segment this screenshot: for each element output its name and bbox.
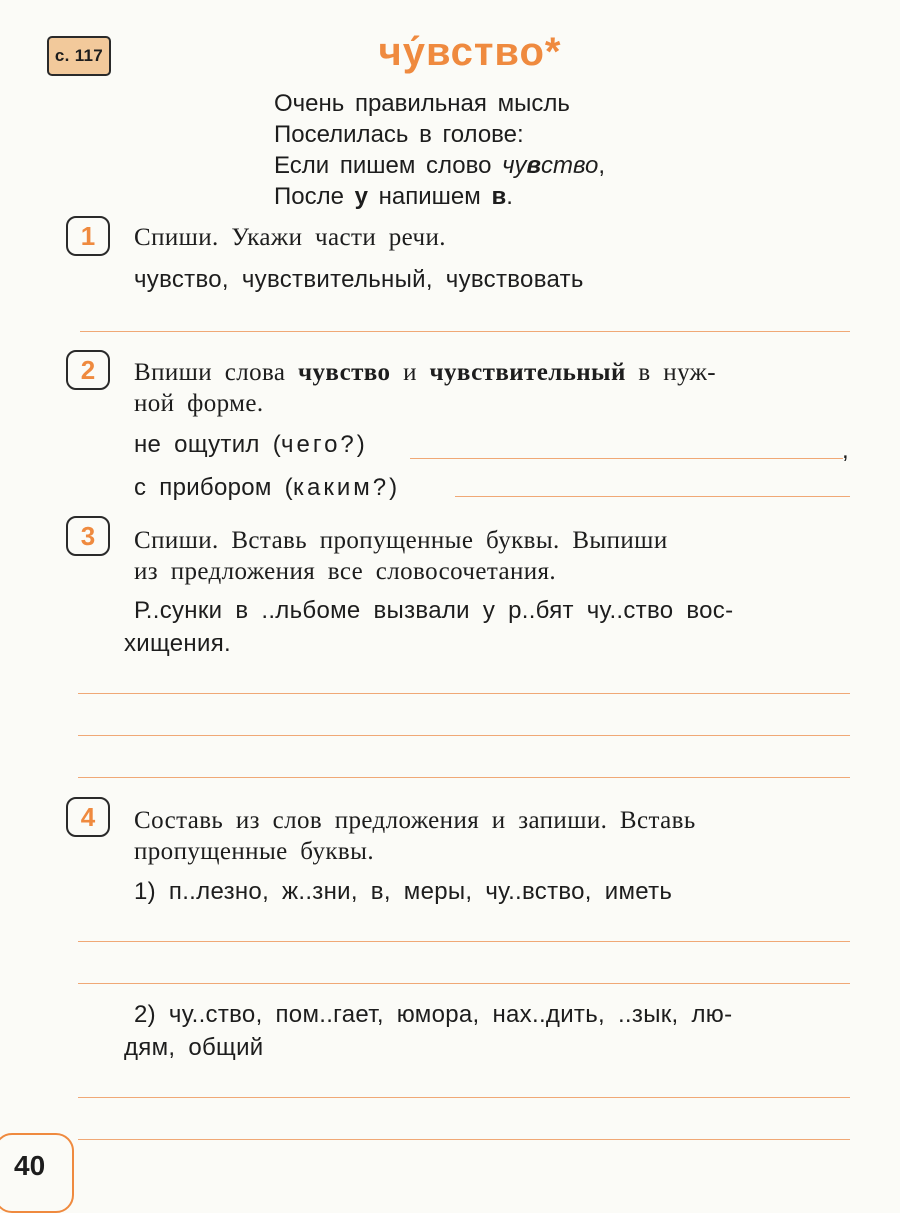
poem-line-3: Если пишем слово чувство, bbox=[274, 152, 606, 179]
task-4-item-2-line-2: дям, общий bbox=[124, 1034, 264, 1061]
task-2-line-2-label: с прибором (каким?) bbox=[134, 474, 398, 501]
task-4-item-2-line-1: 2) чу..ство, пом..гает, юмора, нах..дить, ..зык, лю- bbox=[134, 1001, 733, 1028]
task-3-title-line-2: из предложения все словосочетания. bbox=[134, 558, 557, 585]
task-4-title bbox=[134, 805, 696, 867]
task-4-number: 4 bbox=[80, 801, 96, 832]
task-3-text-line-1: Р..сунки в ..льбоме вызвали у р..бят чу..ство вос- bbox=[134, 597, 734, 624]
task-4-answer-line-2[interactable] bbox=[78, 983, 850, 984]
task-2-number-badge bbox=[66, 350, 110, 390]
task-2-title-text: Впиши слова bbox=[134, 359, 299, 386]
poem bbox=[274, 88, 605, 212]
task-2-line-1-label: не ощутил (чего?) bbox=[134, 431, 366, 458]
task-1-words: чувство, чувствительный, чувствовать bbox=[134, 266, 584, 293]
task-2-title-word-1: чувство bbox=[298, 359, 391, 386]
task-3-title-line-1: Спиши. Вставь пропущенные буквы. Выпиши bbox=[134, 527, 668, 554]
task-4-number-badge bbox=[66, 797, 110, 837]
task-2-title bbox=[134, 357, 850, 419]
task-1-number-badge bbox=[66, 216, 110, 256]
page-reference-badge bbox=[47, 36, 111, 76]
task-3-answer-line-3[interactable] bbox=[78, 777, 850, 778]
page-title: чу́вство* bbox=[378, 30, 562, 74]
task-2-answer-line-2[interactable] bbox=[455, 496, 850, 497]
task-3-title bbox=[134, 525, 668, 587]
page-reference-text: с. 117 bbox=[54, 46, 104, 65]
task-2-number: 2 bbox=[80, 354, 96, 385]
task-4-title-line-1: Составь из слов предложения и запиши. Вставь bbox=[134, 807, 696, 834]
task-4-answer-line-3[interactable] bbox=[78, 1097, 850, 1098]
task-1-answer-line[interactable] bbox=[80, 331, 850, 332]
task-2-line-1-comma: , bbox=[842, 437, 849, 464]
task-2-title-conj: и bbox=[390, 359, 430, 386]
task-4-answer-line-1[interactable] bbox=[78, 941, 850, 942]
poem-line-4: После у напишем в. bbox=[274, 183, 513, 210]
task-3-text bbox=[124, 594, 734, 660]
page-number: 40 bbox=[14, 1150, 46, 1181]
task-2-title-line-2: ной форме. bbox=[134, 390, 264, 417]
task-3-answer-line-1[interactable] bbox=[78, 693, 850, 694]
task-1-title: Спиши. Укажи части речи. bbox=[134, 224, 446, 251]
task-2-title-tail: в нуж- bbox=[625, 359, 717, 386]
poem-line-2: Поселилась в голове: bbox=[274, 121, 524, 148]
task-4-item-2 bbox=[124, 998, 733, 1064]
task-2-answer-line-1[interactable] bbox=[410, 458, 843, 459]
task-3-answer-line-2[interactable] bbox=[78, 735, 850, 736]
task-2-title-word-2: чувствительный bbox=[429, 359, 626, 386]
task-1-number: 1 bbox=[80, 220, 96, 251]
task-3-number-badge bbox=[66, 516, 110, 556]
task-3-text-line-2: хищения. bbox=[124, 630, 231, 657]
task-4-item-1: 1) п..лезно, ж..зни, в, меры, чу..вство, иметь bbox=[134, 878, 673, 905]
poem-line-1: Очень правильная мысль bbox=[274, 90, 570, 117]
task-3-number: 3 bbox=[80, 520, 96, 551]
task-4-answer-line-4[interactable] bbox=[78, 1139, 850, 1140]
task-4-title-line-2: пропущенные буквы. bbox=[134, 838, 374, 865]
